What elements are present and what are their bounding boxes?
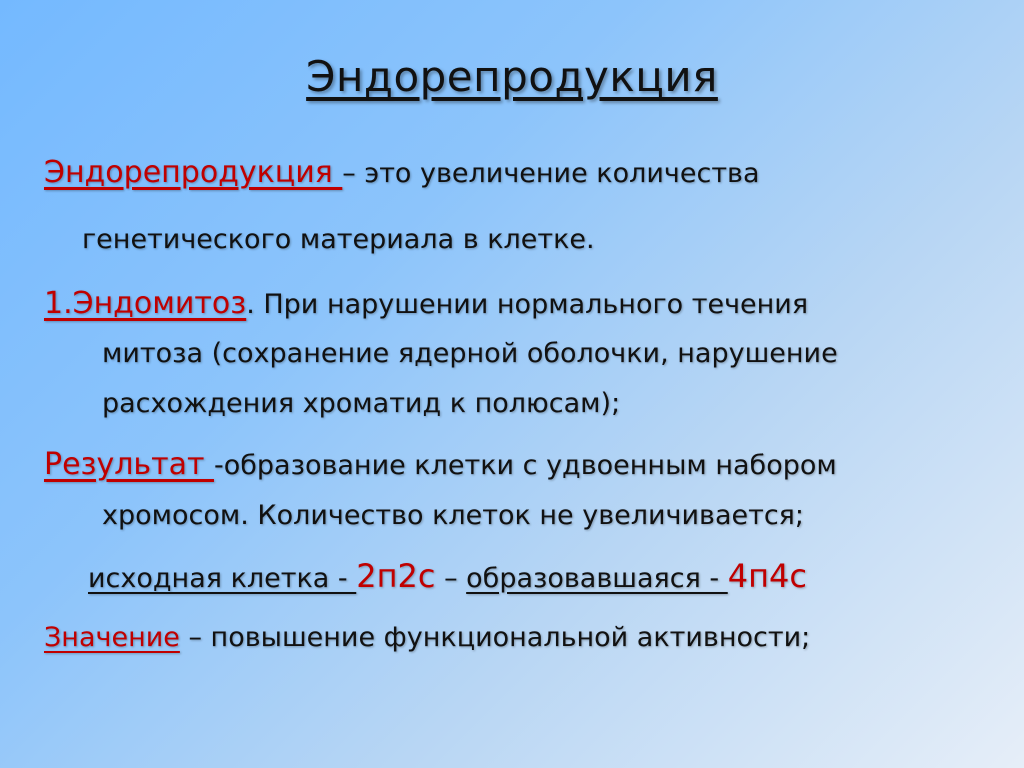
- formula-line: [88, 557, 807, 595]
- endomitosis-text-1: . При нарушении нормального течения: [246, 289, 809, 320]
- definition-line-2: генетического материала в клетке.: [82, 224, 595, 255]
- initial-cell-value: 2п2с: [356, 557, 436, 595]
- significance-term: Значение: [44, 622, 180, 653]
- result-term: Результат: [44, 447, 214, 482]
- definition-text-1: – это увеличение количества: [342, 158, 760, 189]
- definition-line-1: [44, 155, 760, 190]
- formed-cell-label: образовавшаяся -: [466, 563, 728, 594]
- initial-cell-label: исходная клетка -: [88, 563, 357, 594]
- result-line-1: [44, 447, 837, 482]
- formed-cell-value: 4п4с: [727, 557, 807, 595]
- significance-text: – повышение функциональной активности;: [179, 622, 811, 653]
- definition-term: Эндорепродукция: [44, 155, 343, 190]
- result-line-2: хромосом. Количество клеток не увеличивается;: [102, 500, 805, 531]
- formula-dash: –: [435, 563, 467, 594]
- significance-line: [44, 624, 810, 651]
- endomitosis-line-1: [44, 286, 809, 321]
- endomitosis-line-2: митоза (сохранение ядерной оболочки, нарушение: [102, 338, 838, 369]
- endomitosis-line-3: расхождения хроматид к полюсам);: [102, 388, 621, 419]
- slide-title: Эндорепродукция: [306, 52, 718, 101]
- result-text-1: -образование клетки с удвоенным набором: [213, 450, 837, 481]
- endomitosis-term: 1.Эндомитоз: [44, 286, 247, 321]
